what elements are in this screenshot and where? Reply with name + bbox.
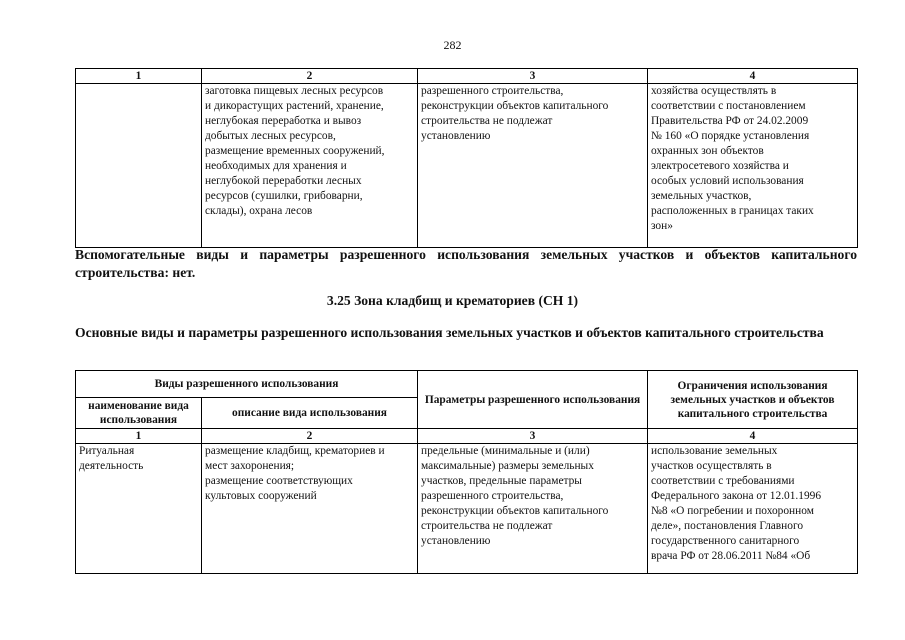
- text-line: строительства не подлежат: [421, 115, 553, 127]
- column-number: 4: [648, 69, 858, 84]
- table-row: [76, 444, 858, 574]
- header-use-name: наименование вида использования: [76, 398, 202, 429]
- text-line: зон»: [651, 220, 673, 232]
- table-cell-description: [202, 84, 418, 248]
- column-number: 2: [202, 69, 418, 84]
- text-line: охранных зон объектов: [651, 145, 764, 157]
- table-cell-parameters: [418, 84, 648, 248]
- column-number-row: [76, 69, 858, 84]
- text-line: деле», постановления Главного: [651, 520, 804, 532]
- header-parameters: Параметры разрешенного использования: [418, 371, 648, 429]
- text-line: максимальные) размеры земельных: [421, 460, 594, 472]
- text-line: № 160 «О порядке установления: [651, 130, 810, 142]
- text-line: строительства не подлежат: [421, 520, 553, 532]
- text-line: земельных участков,: [651, 190, 752, 202]
- column-number: 2: [202, 429, 418, 444]
- text-line: неглубокая переработка и вывоз: [205, 115, 362, 127]
- text-line: размещение временных сооружений,: [205, 145, 385, 157]
- header-use-description: описание вида использования: [202, 398, 418, 429]
- column-number: 3: [418, 69, 648, 84]
- text-line: Ритуальная: [79, 445, 135, 457]
- text-line: №8 «О погребении и похоронном: [651, 505, 814, 517]
- text-line: предельные (минимальные и (или): [421, 445, 590, 457]
- header-use-types: Виды разрешенного использования: [76, 371, 418, 398]
- table-cell-name: [76, 84, 202, 248]
- text-line: и дикорастущих растений, хранение,: [205, 100, 384, 112]
- text-line: электросетевого хозяйства и: [651, 160, 789, 172]
- text-line: культовых сооружений: [205, 490, 317, 502]
- table-cell-name: [76, 444, 202, 574]
- table-cell-parameters: [418, 444, 648, 574]
- table-row: [76, 84, 858, 248]
- column-number-row: [76, 429, 858, 444]
- text-line: соответствии с требованиями: [651, 475, 795, 487]
- header-row: [76, 371, 858, 398]
- column-number: 1: [76, 69, 202, 84]
- land-use-table: [75, 370, 858, 574]
- text-line: врача РФ от 28.06.2011 №84 «Об: [651, 550, 811, 562]
- text-line: хозяйства осуществлять в: [651, 85, 777, 97]
- column-number: 4: [648, 429, 858, 444]
- text-line: расположенных в границах таких: [651, 205, 814, 217]
- table-cell-limits: [648, 444, 858, 574]
- text-line: склады), охрана лесов: [205, 205, 313, 217]
- text-line: Правительства РФ от 24.02.2009: [651, 115, 809, 127]
- table-cell-limits: [648, 84, 858, 248]
- text-line: участков осуществлять в: [651, 460, 772, 472]
- text-line: реконструкции объектов капитального: [421, 505, 609, 517]
- continued-land-use-table: [75, 68, 858, 248]
- text-line: ресурсов (сушилки, грибоварни,: [205, 190, 363, 202]
- text-line: неглубокой переработки лесных: [205, 175, 362, 187]
- text-line: разрешенного строительства,: [421, 85, 564, 97]
- text-line: установлению: [421, 130, 491, 142]
- text-line: разрешенного строительства,: [421, 490, 564, 502]
- text-line: необходимых для хранения и: [205, 160, 347, 172]
- header-limits: Ограничения использования земельных участков и объектов капитального строительства: [648, 371, 858, 429]
- table-cell-description: [202, 444, 418, 574]
- text-line: соответствии с постановлением: [651, 100, 806, 112]
- text-line: размещение кладбищ, крематориев и: [205, 445, 385, 457]
- main-types-heading: Основные виды и параметры разрешенного использования земельных участков и объектов капитального строительства: [75, 325, 824, 340]
- text-line: государственного санитарного: [651, 535, 800, 547]
- text-line: деятельность: [79, 460, 144, 472]
- text-line: Федерального закона от 12.01.1996: [651, 490, 822, 502]
- text-line: установлению: [421, 535, 491, 547]
- text-line: заготовка пищевых лесных ресурсов: [205, 85, 384, 97]
- text-line: использование земельных: [651, 445, 778, 457]
- page-number: 282: [443, 38, 462, 52]
- text-line: размещение соответствующих: [205, 475, 353, 487]
- column-number: 1: [76, 429, 202, 444]
- column-number: 3: [418, 429, 648, 444]
- text-line: добытых лесных ресурсов,: [205, 130, 336, 142]
- auxiliary-types-paragraph: Вспомогательные виды и параметры разрешенного использования земельных участков и объектов капитального строительства: нет.: [75, 247, 857, 280]
- section-title: 3.25 Зона кладбищ и крематориев (СН 1): [326, 293, 579, 308]
- text-line: реконструкции объектов капитального: [421, 100, 609, 112]
- text-line: особых условий использования: [651, 175, 804, 187]
- text-line: мест захоронения;: [205, 460, 295, 472]
- text-line: участков, предельные параметры: [421, 475, 582, 487]
